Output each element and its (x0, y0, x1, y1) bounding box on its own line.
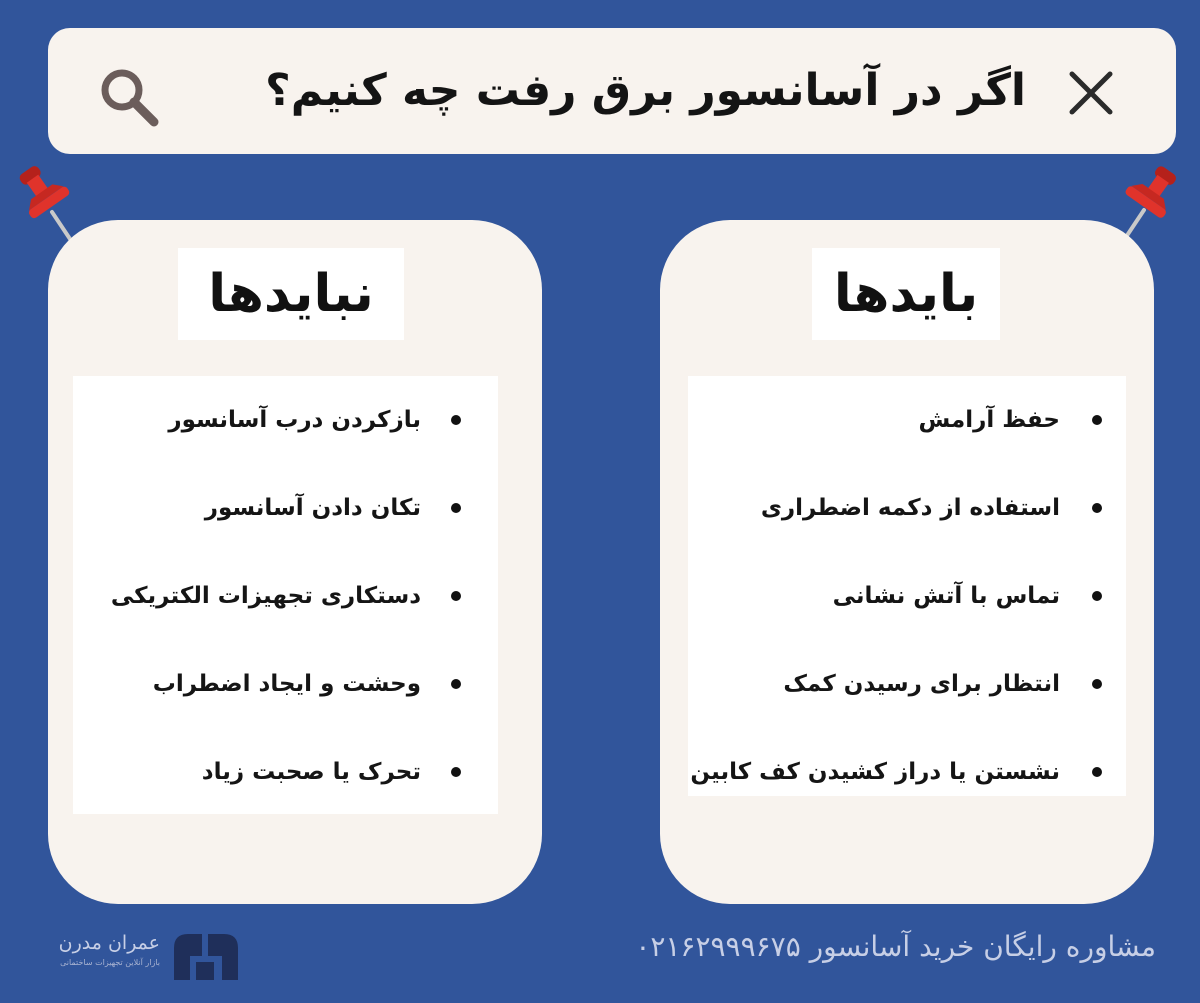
list-item-label: استفاده از دکمه اضطراری (760, 495, 1060, 521)
bullet-icon (1092, 591, 1102, 601)
list-item (73, 640, 498, 728)
bullet-icon (1092, 503, 1102, 513)
list-item-label: دستکاری تجهیزات الکتریکی (110, 583, 421, 609)
logo-tagline: بازار آنلاین تجهیزات ساختمانی (60, 958, 160, 967)
donts-title: نبایدها (178, 248, 404, 340)
close-icon[interactable] (1064, 66, 1118, 120)
list-item-label: نشستن یا دراز کشیدن کف کابین (690, 759, 1060, 785)
list-item-label: تحرک یا صحبت زیاد (201, 759, 421, 785)
list-item-label: انتظار برای رسیدن کمک (783, 671, 1060, 697)
dos-card (660, 220, 1154, 904)
bullet-icon (451, 591, 461, 601)
bullet-icon (451, 503, 461, 513)
list-item (688, 640, 1126, 728)
list-item-label: بازکردن درب آسانسور (168, 407, 421, 433)
dos-list (688, 376, 1126, 796)
list-item (688, 552, 1126, 640)
brand-logo (26, 926, 242, 986)
search-bar[interactable] (48, 28, 1176, 154)
list-item (73, 552, 498, 640)
list-item (688, 376, 1126, 464)
donts-card (48, 220, 542, 904)
dos-title: بایدها (812, 248, 1000, 340)
list-item-label: تکان دادن آسانسور (204, 495, 421, 521)
logo-name: عمران مدرن (58, 932, 160, 954)
list-item (73, 464, 498, 552)
logo-mark-icon (168, 926, 242, 986)
search-query-title: اگر در آسانسور برق رفت چه کنیم؟ (265, 65, 1026, 116)
bullet-icon (1092, 767, 1102, 777)
bullet-icon (451, 415, 461, 425)
search-icon[interactable] (96, 64, 162, 130)
bullet-icon (451, 679, 461, 689)
bullet-icon (451, 767, 461, 777)
list-item-label: تماس با آتش نشانی (832, 583, 1060, 609)
list-item (73, 376, 498, 464)
donts-list (73, 376, 498, 814)
list-item (688, 728, 1126, 816)
bullet-icon (1092, 679, 1102, 689)
consultation-phone: مشاوره رایگان خرید آسانسور ۰۲۱۶۲۹۹۹۶۷۵ (635, 930, 1156, 963)
list-item (73, 728, 498, 816)
list-item-label: وحشت و ایجاد اضطراب (152, 671, 421, 697)
list-item (688, 464, 1126, 552)
bullet-icon (1092, 415, 1102, 425)
list-item-label: حفظ آرامش (918, 407, 1060, 433)
